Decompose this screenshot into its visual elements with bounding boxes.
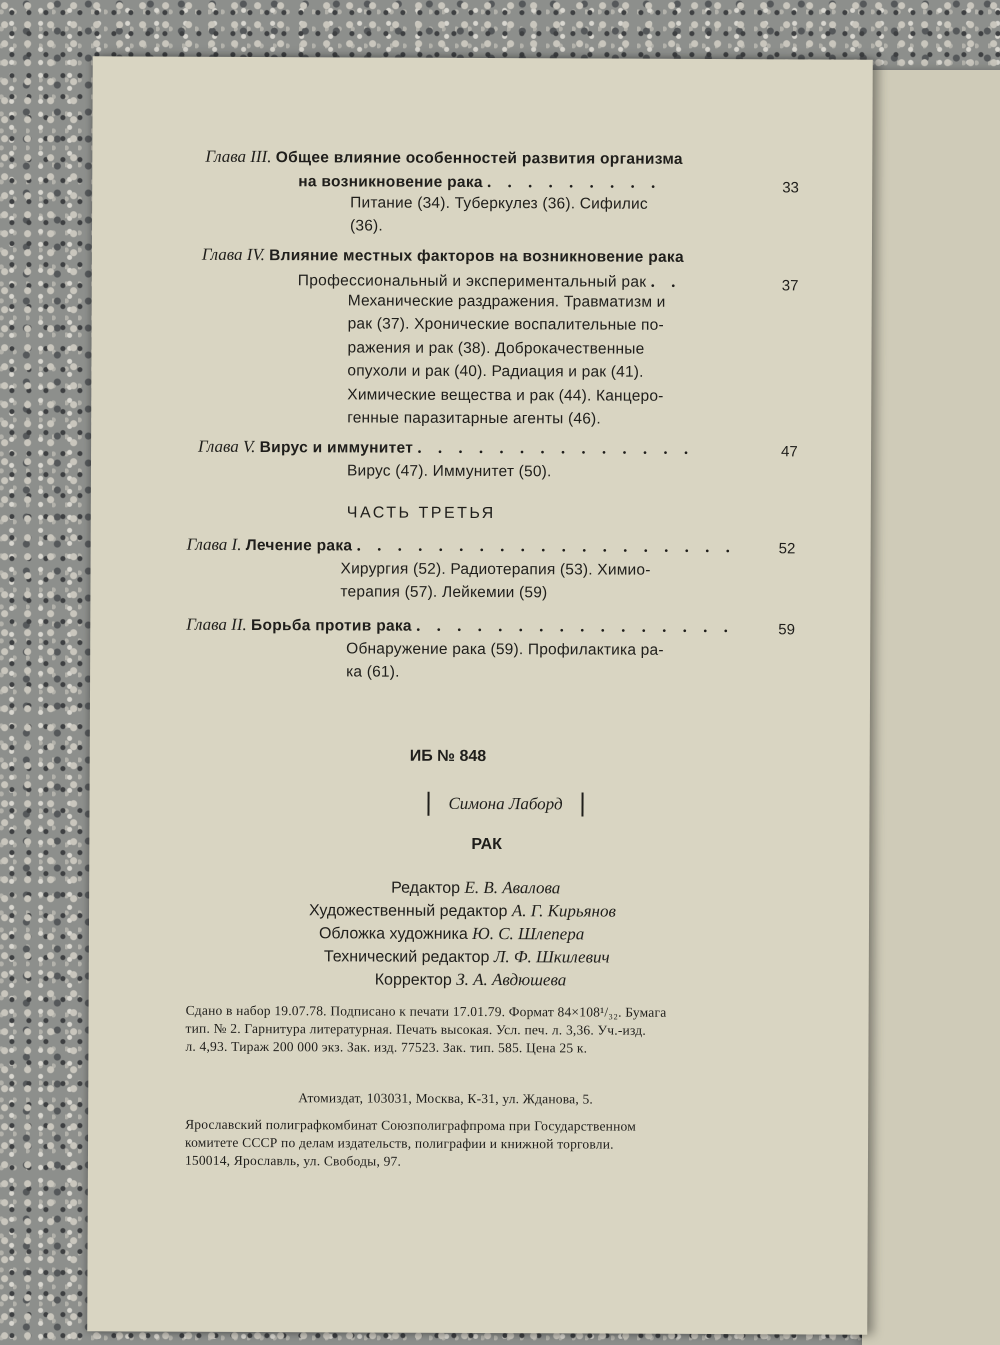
chapter-subtopics (346, 637, 664, 685)
page-number: 59 (778, 621, 796, 639)
chapter-title: Вирус и иммунитет (259, 439, 414, 457)
chapter-label: Глава I. (186, 534, 242, 554)
print-details-line: тип. № 2. Гарнитура литературная. Печать высокая. Усл. печ. л. 3,36. Уч.-изд. (185, 1020, 646, 1038)
printer-info-line: Ярославский полиграфкомбинат Союзполиграфпрома при Государственном (185, 1116, 637, 1134)
credit-proofreader (375, 970, 567, 991)
leader-dots: . . . . . . . . . . . . . . (417, 437, 695, 458)
subtopic-line: рак (37). Хронические воспалительные по- (347, 315, 664, 335)
ib-number: ИБ № 848 (409, 747, 487, 766)
chapter-label: Глава III. (205, 146, 272, 167)
book-page (87, 56, 873, 1334)
page-number: 47 (781, 443, 798, 461)
subtopic-line: Механические раздражения. Травматизм и (347, 292, 666, 311)
print-details-line: л. 4,93. Тираж 200 000 экз. Зак. изд. 77523. Зак. тип. 585. Цена 25 к. (185, 1038, 588, 1056)
credits (89, 876, 869, 990)
credit-editor (391, 878, 560, 899)
next-page-edge (862, 70, 1000, 1345)
leader-dots: . . . . . . . . . . . . . . . . . . . (356, 535, 736, 557)
credit-name: Ю. С. Шлепера (472, 923, 585, 944)
author-name: Симона Лаборд (427, 792, 583, 817)
chapter-subtopics (347, 459, 552, 483)
credit-name: З. А. Авдюшева (456, 969, 567, 990)
leader-dots: . . . . . . . . . (487, 172, 662, 192)
chapter-label: Глава II. (186, 614, 247, 634)
chapter-subtopics (340, 557, 650, 605)
subtopic-line: ражения и рак (38). Доброкачественные (347, 339, 645, 358)
subtopic-line: Питание (34). Туберкулез (36). Сифилис (350, 194, 648, 213)
subtopic-line: терапия (57). Лейкемии (59) (340, 583, 548, 602)
credit-role: Технический редактор (323, 948, 490, 967)
subtopic-line: Обнаружение рака (59). Профилактика ра- (346, 640, 664, 659)
chapter-title: Лечение рака (245, 536, 353, 555)
subtopic-line: Химические вещества и рак (44). Канцеро- (347, 386, 664, 405)
print-details (185, 1002, 666, 1058)
credit-tech-editor (324, 946, 610, 967)
toc-entry-ch3 (93, 56, 873, 235)
credit-role: Редактор (391, 879, 461, 897)
chapter-label: Глава V. (198, 436, 256, 457)
chapter-subtopics (347, 289, 665, 431)
book-title: РАК (471, 835, 502, 854)
subtopic-line: Хирургия (52). Радиотерапия (53). Химио- (340, 560, 651, 579)
chapter-subtopics (350, 191, 648, 239)
printer-info-line: 150014, Ярославль, ул. Свободы, 97. (184, 1152, 402, 1169)
print-details-line: Сдано в набор 19.07.78. Подписано к печати 17.01.79. Формат 84×108¹/₃₂. Бумага (185, 1002, 667, 1020)
part-title: ЧАСТЬ ТРЕТЬЯ (346, 504, 496, 523)
chapter-title: Влияние местных факторов на возникновение рака (269, 247, 684, 266)
subtopic-line: генные паразитарные агенты (46). (347, 409, 601, 428)
leader-dots: . . (650, 271, 682, 291)
chapter-label: Глава IV. (201, 244, 265, 265)
printer-info (185, 1116, 636, 1172)
subtopic-line: Вирус (47). Иммунитет (50). (346, 462, 552, 481)
page-number: 37 (781, 277, 799, 295)
credit-cover-artist (319, 923, 584, 944)
subtopic-line: (36). (350, 217, 383, 235)
chapter-title: Борьба против рака (251, 617, 412, 635)
publisher-address: Атомиздат, 103031, Москва, К-31, ул. Жданова, 5. (298, 1090, 594, 1107)
printer-info-line: комитете СССР по делам издательств, полиграфии и книжной торговли. (185, 1134, 614, 1152)
chapter-title-cont: Профессиональный и экспериментальный рак (297, 272, 647, 291)
leader-dots: . . . . . . . . . . . . . . . . (416, 615, 734, 637)
page-content (87, 56, 873, 1334)
credit-role: Корректор (374, 971, 452, 989)
credit-role: Художественный редактор (309, 902, 508, 921)
credit-name: Е. В. Авалова (464, 877, 561, 898)
chapter-title: Общее влияние особенностей развития организма (275, 149, 683, 168)
page-number: 52 (778, 540, 796, 558)
credit-name: А. Г. Кирьянов (511, 901, 616, 921)
credit-art-editor (309, 900, 616, 921)
credit-role: Обложка художника (318, 925, 468, 943)
credit-name: Л. Ф. Шкилевич (493, 947, 610, 967)
chapter-title-cont: на возникновение рака (298, 173, 483, 192)
subtopic-line: ка (61). (346, 663, 400, 682)
subtopic-line: опухоли и рак (40). Радиация и рак (41). (347, 362, 644, 381)
page-number: 33 (782, 179, 799, 197)
